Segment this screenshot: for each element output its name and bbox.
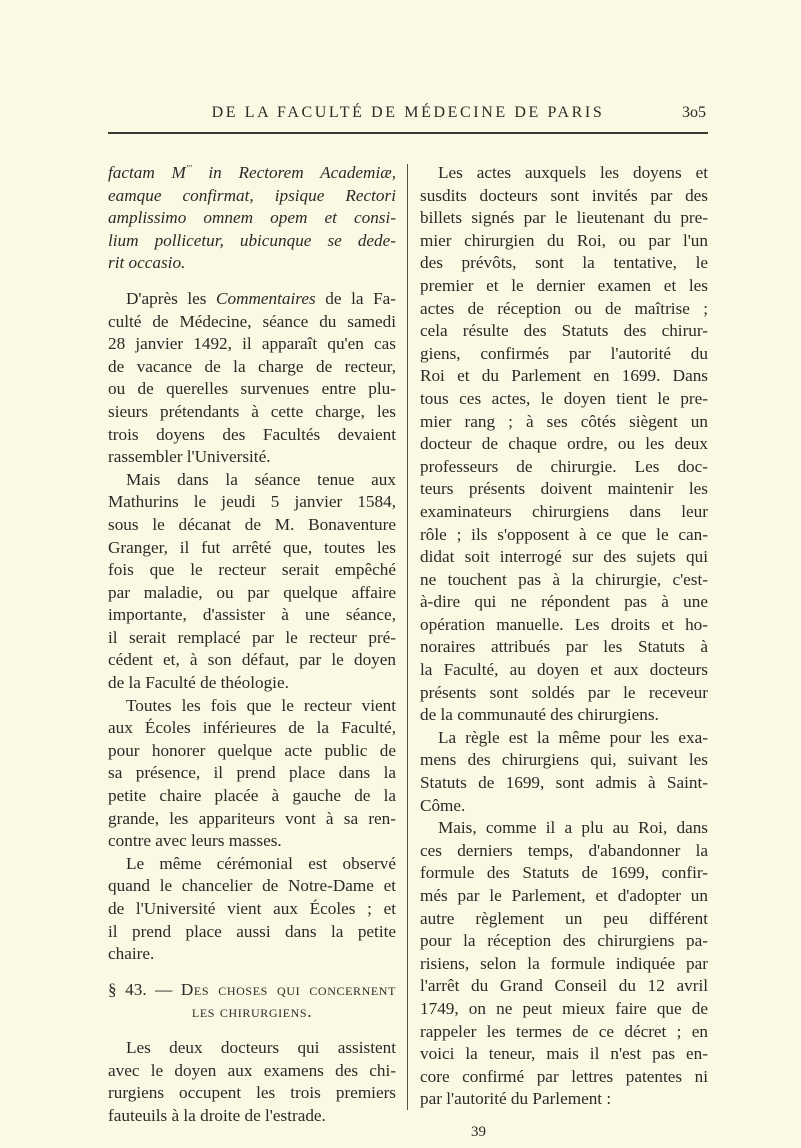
text-line: rit occasio. (108, 253, 186, 273)
text-line: Mais, comme il a plu au Roi, dans (438, 818, 708, 838)
text-line: quand le chancelier de Notre-Dame et (108, 876, 396, 896)
running-head (108, 104, 708, 128)
text-line: des prévôts, sont la tentative, le (420, 253, 708, 273)
text-line: par maladie, ou par quelque affaire (108, 582, 396, 602)
text-segment: D'après les (126, 288, 217, 308)
text-line: formule des Statuts de 1699, confir- (420, 863, 708, 883)
paragraph (108, 162, 396, 275)
text-line: pour la réception des chirurgiens pa- (420, 931, 708, 951)
text-segment: les chirurgiens. (191, 1002, 313, 1022)
text-line: professeurs de chirurgie. Les doc- (420, 456, 708, 476)
column-divider (407, 164, 408, 1110)
text-line: de la Faculté de théologie. (108, 673, 289, 693)
text-line: la Faculté, au doyen et aux docteurs (420, 660, 708, 680)
signature-mark: 39 (471, 1124, 486, 1140)
section-heading (108, 979, 396, 1024)
text-line: grande, les appariteurs vont à sa ren- (108, 808, 396, 828)
text-line: més par le Parlement, et d'adopter un (420, 886, 708, 905)
text-line: autre règlement un peu différent (420, 908, 708, 928)
text-line: sous le décanat de M. Bonaventure (108, 514, 396, 534)
paragraph (108, 469, 396, 695)
text-line: Les deux docteurs qui assistent (126, 1037, 396, 1057)
text-segment: de la Fa- (315, 288, 396, 308)
text-segment: in Rectorem Academiæ, (191, 163, 396, 182)
text-line: fauteuils à la droite de l'estrade. (108, 1105, 326, 1125)
text-line: Roi et du Parlement en 1699. Dans (420, 366, 708, 386)
paragraph (108, 853, 396, 966)
text-line: fois que le recteur serait empêché (108, 560, 396, 580)
text-line: Statuts de 1699, sont admis à Saint- (420, 773, 708, 793)
text-line: 28 janvier 1492, il apparaît qu'en cas (108, 334, 396, 354)
text-line: rurgiens occupent les trois premiers (108, 1083, 396, 1103)
text-line: docteur de chaque ordre, ou les deux (420, 434, 708, 454)
text-line: sieurs prétendants à cette charge, les (108, 401, 396, 421)
text-segment: ''' (185, 163, 192, 174)
text-line: rôle ; ils s'opposent à ce que le can- (420, 524, 708, 544)
text-line: il serait remplacé par le recteur pré- (108, 627, 396, 647)
text-line: Granger, il fut arrêté que, toutes les (108, 537, 396, 557)
text-line: voici la teneur, mais il n'est pas en- (420, 1044, 708, 1064)
header-rule (108, 132, 708, 134)
text-line: mens des chirurgiens qui, suivant les (420, 750, 708, 770)
text-segment: § 43. — (108, 979, 181, 999)
text-line: ou de querelles survenues entre plu- (108, 379, 396, 399)
paragraph (108, 1037, 396, 1127)
text-segment: Des choses qui concernent (180, 979, 396, 999)
text-line: à-dire qui ne répondent pas à une (420, 592, 708, 612)
text-line: noraires attribués par les Statuts à (420, 637, 708, 657)
text-line: premier et le dernier examen et les (420, 275, 708, 295)
text-line: Toutes les fois que le recteur vient (126, 695, 396, 715)
text-line: opération manuelle. Les droits et ho- (420, 614, 708, 634)
text-line: trois doyens des Facultés devaient (108, 424, 396, 444)
text-line: Le même cérémonial est observé (126, 853, 396, 873)
right-column (420, 162, 708, 1111)
text-line: core confirmé par lettres patentes ni (420, 1066, 708, 1086)
text-line: cédent et, à son défaut, par le doyen (108, 650, 396, 670)
text-line: Mathurins le jeudi 5 janvier 1584, (108, 492, 396, 512)
text-segment: Commentaires (216, 288, 316, 308)
text-line: Les actes auxquels les doyens et (438, 163, 708, 182)
text-line: petite chaire placée à gauche de la (108, 786, 396, 806)
text-line: de l'Université vient aux Écoles ; et (108, 899, 396, 918)
text-line: pour honorer quelque acte public de (108, 740, 396, 760)
text-line: Côme. (420, 795, 466, 815)
text-line: chaire. (108, 944, 155, 964)
paragraph (420, 162, 708, 727)
text-line: 1749, on ne peut mieux faire que de (420, 998, 708, 1018)
text-segment: factam M (108, 163, 186, 182)
text-line: rassembler l'Université. (108, 447, 271, 467)
paragraph (420, 727, 708, 817)
text-line: par l'autorité du Parlement : (420, 1089, 612, 1109)
text-line: avec le doyen aux examens des chi- (108, 1060, 396, 1080)
text-line: de vacance de la charge de recteur, (108, 356, 396, 376)
text-line (108, 288, 396, 311)
text-line: de la communauté des chirurgiens. (420, 705, 659, 725)
paragraph (420, 817, 708, 1111)
text-line (108, 162, 396, 185)
text-line: importante, d'assister à une séance, (108, 605, 396, 625)
text-line: Mais dans la séance tenue aux (126, 469, 396, 489)
text-line: risiens, selon la formule indiquée par (420, 953, 708, 973)
left-column (108, 162, 396, 1127)
text-line: mier chirurgien du Roi, ou par l'un (420, 230, 708, 250)
text-line: billets signés par le lieutenant du pre- (420, 208, 708, 228)
text-line: rappeler les termes de ce décret ; en (420, 1021, 708, 1041)
text-line (108, 979, 396, 1002)
text-line: ces derniers temps, d'abandonner la (420, 840, 708, 860)
text-line: eamque confirmat, ipsique Rectori (108, 185, 396, 205)
text-line: mier rang ; à ses côtés siègent un (420, 411, 708, 431)
text-line: présents sont soldés par le receveur (420, 682, 708, 702)
page-number: 3o5 (682, 104, 706, 121)
text-line: contre avec leurs masses. (108, 831, 282, 851)
text-line: La règle est la même pour les exa- (438, 727, 708, 747)
text-line: ne touchent pas à la chirurgie, c'est- (420, 569, 708, 589)
text-line: tous ces actes, le doyen tient le pre- (420, 388, 708, 408)
running-head-title: DE LA FACULTÉ DE MÉDECINE DE PARIS (211, 104, 605, 121)
text-line: sa présence, il prend place dans la (108, 763, 396, 783)
text-line: aux Écoles inférieures de la Faculté, (108, 718, 396, 738)
text-line: il prend place aussi dans la petite (108, 921, 396, 941)
text-line: teurs présents doivent maintenir les (420, 479, 708, 499)
text-line: amplissimo omnem opem et consi- (108, 208, 396, 228)
text-line: examinateurs chirurgiens dans leur (420, 501, 708, 521)
text-line: cela résulte des Statuts des chirur- (420, 321, 708, 341)
text-line: lium pollicetur, ubicunque se dede- (108, 230, 396, 250)
text-line: didat soit interrogé sur des sujets qui (420, 547, 708, 567)
text-line: l'arrêt du Grand Conseil du 12 avril (420, 976, 708, 996)
text-line: actes de réception ou de maîtrise ; (420, 298, 708, 318)
paragraph (108, 288, 396, 469)
text-line: culté de Médecine, séance du samedi (108, 311, 396, 331)
text-line (108, 1001, 396, 1024)
text-line: giens, confirmés par l'autorité du (420, 343, 708, 363)
text-line: susdits docteurs sont invités par des (420, 185, 708, 205)
paragraph (108, 695, 396, 853)
